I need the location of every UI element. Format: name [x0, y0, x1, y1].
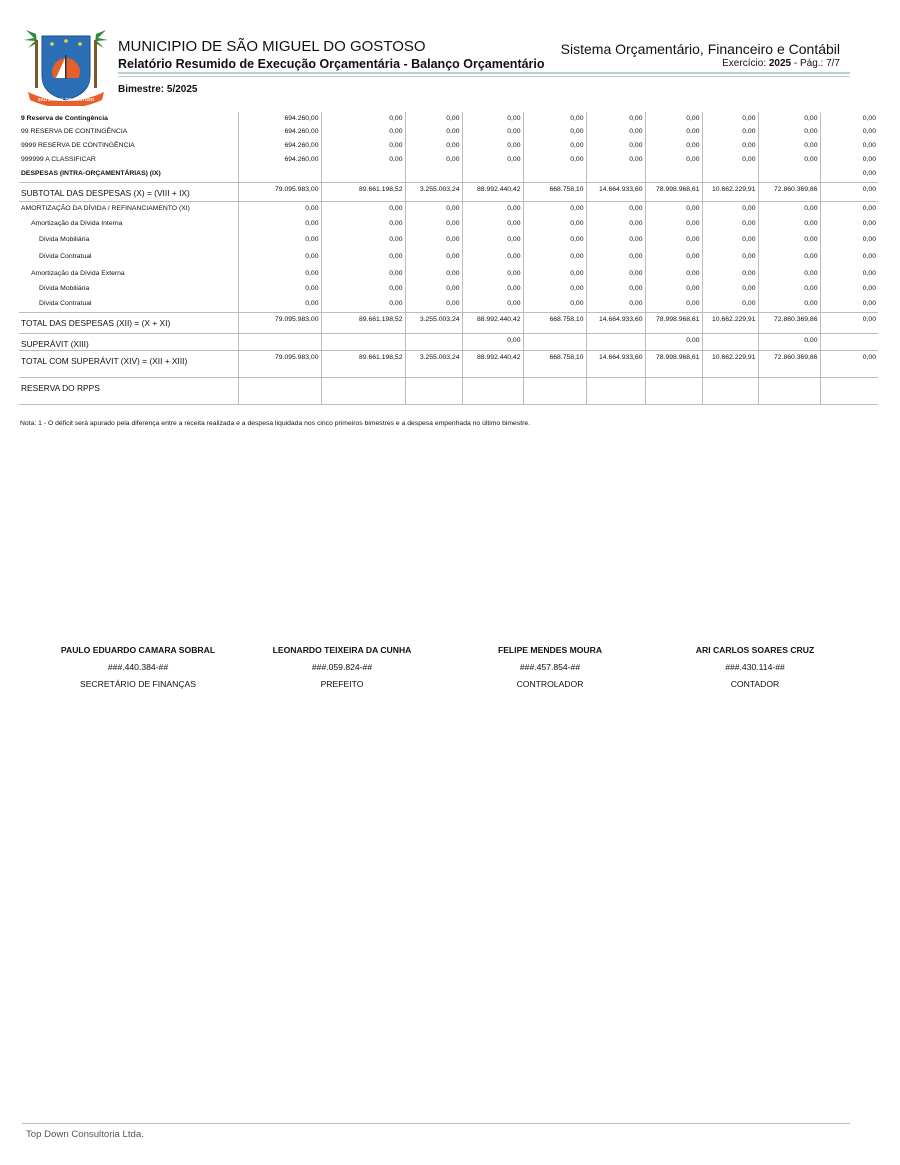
row-value: 0,00 — [820, 217, 878, 233]
row-value: 0,00 — [523, 282, 586, 297]
municipality-name: MUNICIPIO DE SÃO MIGUEL DO GOSTOSO — [118, 38, 426, 55]
row-value — [758, 167, 820, 182]
signatory-name: PAULO EDUARDO CAMARA SOBRAL — [60, 645, 216, 655]
logo-ribbon-text: SÃO MIGUEL DO GOSTOSO — [37, 97, 95, 102]
row-value: 0,00 — [523, 125, 586, 139]
signatory-document: ###.440.384-## — [107, 662, 169, 672]
row-value: 10.662.229,91 — [702, 350, 758, 377]
row-value: 0,00 — [645, 201, 702, 217]
row-value: 0,00 — [702, 267, 758, 282]
row-value: 0,00 — [702, 217, 758, 233]
signatory-name: FELIPE MENDES MOURA — [497, 645, 603, 655]
row-value: 668.758,10 — [523, 182, 586, 201]
row-value: 694.260,00 — [238, 139, 321, 153]
signature-block — [38, 642, 238, 693]
row-label: SUPERÁVIT (XIII) — [19, 333, 238, 350]
row-value: 0,00 — [820, 312, 878, 333]
row-value: 0,00 — [523, 201, 586, 217]
footer-divider — [22, 1123, 850, 1124]
table-row — [19, 182, 878, 201]
row-value: 0,00 — [405, 201, 462, 217]
table-row — [19, 350, 878, 377]
row-value: 3.255.003,24 — [405, 350, 462, 377]
row-value: 0,00 — [645, 217, 702, 233]
row-value: 0,00 — [321, 112, 405, 125]
row-value: 0,00 — [321, 153, 405, 167]
row-value: 668.758,10 — [523, 350, 586, 377]
row-value: 0,00 — [321, 201, 405, 217]
period-label: Bimestre: 5/2025 — [118, 84, 198, 95]
row-value: 0,00 — [238, 233, 321, 250]
row-value: 0,00 — [820, 139, 878, 153]
row-value: 0,00 — [758, 217, 820, 233]
row-value — [238, 377, 321, 404]
row-value: 0,00 — [321, 139, 405, 153]
row-value: 0,00 — [645, 112, 702, 125]
row-value: 0,00 — [462, 297, 523, 312]
table-row — [19, 153, 878, 167]
row-value — [702, 333, 758, 350]
table-row — [19, 312, 878, 333]
row-value: 79.095.983,00 — [238, 312, 321, 333]
row-value: 0,00 — [523, 112, 586, 125]
row-label: 999999 A CLASSIFICAR — [21, 156, 96, 163]
table-row — [19, 112, 878, 125]
row-value: 0,00 — [820, 250, 878, 267]
row-value: 0,00 — [586, 250, 645, 267]
row-value: 0,00 — [586, 125, 645, 139]
row-value: 0,00 — [523, 267, 586, 282]
row-value: 0,00 — [405, 125, 462, 139]
row-value: 0,00 — [820, 282, 878, 297]
row-value — [820, 333, 878, 350]
row-value: 0,00 — [462, 139, 523, 153]
row-value: 0,00 — [321, 217, 405, 233]
row-value: 0,00 — [820, 201, 878, 217]
table-row — [19, 250, 878, 267]
row-value: 0,00 — [586, 201, 645, 217]
table-row — [19, 167, 878, 182]
row-value: 0,00 — [586, 267, 645, 282]
row-value: 0,00 — [321, 250, 405, 267]
row-value: 668.758,10 — [523, 312, 586, 333]
row-value: 0,00 — [645, 250, 702, 267]
page-number: - Pág.: 7/7 — [793, 58, 840, 69]
row-value: 0,00 — [758, 125, 820, 139]
row-value: 0,00 — [702, 250, 758, 267]
row-value — [462, 167, 523, 182]
row-value: 0,00 — [523, 233, 586, 250]
row-value — [820, 377, 878, 404]
row-value: 0,00 — [702, 282, 758, 297]
row-value: 0,00 — [645, 233, 702, 250]
signature-block — [450, 642, 650, 693]
row-value: 14.664.933,60 — [586, 182, 645, 201]
row-value — [645, 167, 702, 182]
row-value — [321, 333, 405, 350]
row-value — [238, 167, 321, 182]
table-row — [19, 201, 878, 217]
row-label: Dívida Mobiliária — [39, 236, 90, 243]
row-value: 0,00 — [702, 153, 758, 167]
row-value: 0,00 — [758, 233, 820, 250]
report-title: Relatório Resumido de Execução Orçamentária - Balanço Orçamentário — [118, 57, 545, 71]
row-value: 0,00 — [523, 139, 586, 153]
row-value: 0,00 — [758, 153, 820, 167]
row-value: 0,00 — [238, 267, 321, 282]
row-value: 0,00 — [758, 282, 820, 297]
row-value — [321, 377, 405, 404]
row-value: 0,00 — [462, 267, 523, 282]
signatory-role: PREFEITO — [320, 679, 364, 689]
row-value: 78.998.968,61 — [645, 312, 702, 333]
header-divider — [118, 72, 850, 74]
row-value: 0,00 — [405, 139, 462, 153]
exercise-year: 2025 — [768, 58, 792, 69]
row-value: 0,00 — [405, 250, 462, 267]
row-value: 0,00 — [586, 233, 645, 250]
row-label: TOTAL COM SUPERÁVIT (XIV) = (XII + XIII) — [19, 350, 238, 377]
row-value: 0,00 — [586, 297, 645, 312]
row-value: 0,00 — [321, 125, 405, 139]
row-value — [586, 377, 645, 404]
row-value — [462, 377, 523, 404]
budget-execution-table — [19, 112, 878, 405]
row-value: 0,00 — [820, 267, 878, 282]
row-value: 14.664.933,60 — [586, 350, 645, 377]
row-value: 0,00 — [238, 217, 321, 233]
row-value: 0,00 — [586, 139, 645, 153]
signatory-role: SECRETÁRIO DE FINANÇAS — [79, 679, 197, 689]
row-value: 89.661.198,52 — [321, 312, 405, 333]
row-value: 0,00 — [758, 201, 820, 217]
row-value: 0,00 — [462, 282, 523, 297]
row-value: 0,00 — [758, 112, 820, 125]
row-value: 0,00 — [820, 167, 878, 182]
row-value: 0,00 — [523, 250, 586, 267]
row-value — [758, 377, 820, 404]
row-value: 0,00 — [405, 297, 462, 312]
row-value — [405, 377, 462, 404]
row-value: 0,00 — [820, 112, 878, 125]
row-label: Dívida Contratual — [39, 253, 92, 260]
row-value: 72.860.369,86 — [758, 312, 820, 333]
row-value: 0,00 — [702, 139, 758, 153]
row-value: 0,00 — [238, 250, 321, 267]
row-value: 72.860.369,86 — [758, 350, 820, 377]
row-value: 0,00 — [321, 282, 405, 297]
table-row — [19, 333, 878, 350]
row-value: 0,00 — [462, 333, 523, 350]
report-note: Nota: 1 - O déficit será apurado pela diferença entre a receita realizada e a despesa liquidada nos cinco primeiros bimestres e a despesa empenhada no último bimestre. — [20, 420, 531, 427]
row-value: 89.661.198,52 — [321, 350, 405, 377]
row-value: 79.095.983,00 — [238, 182, 321, 201]
row-label: Dívida Contratual — [39, 300, 92, 307]
row-value — [523, 377, 586, 404]
row-label: DESPESAS (INTRA-ORÇAMENTÁRIAS) (IX) — [21, 170, 161, 177]
table-row — [19, 267, 878, 282]
row-value — [238, 333, 321, 350]
table-row — [19, 233, 878, 250]
row-value: 0,00 — [586, 153, 645, 167]
row-value — [702, 167, 758, 182]
signature-block — [655, 642, 855, 693]
row-label: Amortização da Dívida Externa — [31, 270, 125, 277]
row-label: Dívida Mobiliária — [39, 285, 90, 292]
row-value: 0,00 — [645, 267, 702, 282]
table-row — [19, 297, 878, 312]
row-value: 0,00 — [462, 250, 523, 267]
header-divider-thin — [118, 76, 850, 77]
row-value: 14.664.933,60 — [586, 312, 645, 333]
row-value: 0,00 — [238, 282, 321, 297]
row-value: 0,00 — [462, 153, 523, 167]
row-value: 3.255.003,24 — [405, 312, 462, 333]
row-value: 79.095.983,00 — [238, 350, 321, 377]
row-value — [405, 167, 462, 182]
row-value: 0,00 — [758, 333, 820, 350]
row-value: 10.662.229,91 — [702, 312, 758, 333]
row-value: 78.998.968,61 — [645, 182, 702, 201]
exercise-info — [722, 58, 840, 69]
row-value: 0,00 — [820, 182, 878, 201]
row-value: 0,00 — [405, 217, 462, 233]
row-value: 0,00 — [586, 112, 645, 125]
row-value: 0,00 — [462, 125, 523, 139]
signatory-name: ARI CARLOS SOARES CRUZ — [695, 645, 815, 655]
row-value: 0,00 — [523, 153, 586, 167]
row-value: 0,00 — [321, 267, 405, 282]
row-value — [586, 167, 645, 182]
row-value: 0,00 — [238, 297, 321, 312]
row-value: 0,00 — [586, 282, 645, 297]
row-value: 0,00 — [523, 217, 586, 233]
row-value: 694.260,00 — [238, 112, 321, 125]
row-value: 0,00 — [645, 282, 702, 297]
row-value: 0,00 — [702, 233, 758, 250]
row-value: 0,00 — [462, 233, 523, 250]
row-value: 3.255.003,24 — [405, 182, 462, 201]
row-value: 0,00 — [758, 250, 820, 267]
signatory-name: LEONARDO TEIXEIRA DA CUNHA — [272, 645, 412, 655]
row-value — [523, 167, 586, 182]
row-value: 0,00 — [820, 350, 878, 377]
row-value: 0,00 — [462, 112, 523, 125]
footer-company: Top Down Consultoria Ltda. — [26, 1129, 144, 1140]
row-value: 0,00 — [758, 267, 820, 282]
row-value: 0,00 — [405, 267, 462, 282]
row-value: 10.662.229,91 — [702, 182, 758, 201]
row-value: 0,00 — [645, 153, 702, 167]
signatory-document: ###.430.114-## — [725, 662, 785, 672]
row-label: 9999 RESERVA DE CONTINGÊNCIA — [21, 142, 135, 149]
row-value: 0,00 — [462, 201, 523, 217]
signatory-role: CONTROLADOR — [516, 679, 584, 689]
row-value: 0,00 — [702, 112, 758, 125]
table-row — [19, 217, 878, 233]
row-label: Amortização da Dívida Interna — [31, 220, 123, 227]
row-value: 0,00 — [321, 297, 405, 312]
row-value: 72.860.369,86 — [758, 182, 820, 201]
row-label: SUBTOTAL DAS DESPESAS (X) = (VIII + IX) — [19, 182, 238, 201]
row-value: 0,00 — [405, 112, 462, 125]
row-value: 0,00 — [820, 297, 878, 312]
signatory-document: ###.059.824-## — [311, 662, 373, 672]
signatory-role: CONTADOR — [730, 679, 780, 689]
row-value: 0,00 — [405, 233, 462, 250]
row-value: 0,00 — [523, 297, 586, 312]
row-value: 694.260,00 — [238, 125, 321, 139]
row-value — [586, 333, 645, 350]
table-row — [19, 139, 878, 153]
row-value: 88.992.440,42 — [462, 312, 523, 333]
row-value: 0,00 — [321, 233, 405, 250]
row-value: 88.992.440,42 — [462, 182, 523, 201]
table-row — [19, 125, 878, 139]
municipal-coat-of-arms-logo — [22, 26, 110, 106]
row-value: 0,00 — [405, 153, 462, 167]
system-name: Sistema Orçamentário, Financeiro e Contábil — [560, 41, 840, 57]
row-value: 0,00 — [645, 297, 702, 312]
row-label: TOTAL DAS DESPESAS (XII) = (X + XI) — [19, 312, 238, 333]
row-value: 0,00 — [586, 217, 645, 233]
row-value: 0,00 — [405, 282, 462, 297]
row-value: 0,00 — [462, 217, 523, 233]
row-value: 0,00 — [758, 139, 820, 153]
exercise-label: Exercício: — [722, 58, 767, 69]
row-value: 88.992.440,42 — [462, 350, 523, 377]
row-value — [645, 377, 702, 404]
row-value: 0,00 — [758, 297, 820, 312]
row-value: 0,00 — [238, 201, 321, 217]
signature-block — [242, 642, 442, 693]
row-value: 0,00 — [820, 233, 878, 250]
row-value: 89.661.198,52 — [321, 182, 405, 201]
row-label: 9 Reserva de Contingência — [21, 115, 108, 122]
row-value: 78.998.968,61 — [645, 350, 702, 377]
table-row — [19, 282, 878, 297]
row-value: 0,00 — [645, 125, 702, 139]
table-row — [19, 377, 878, 404]
row-value: 0,00 — [702, 297, 758, 312]
row-value: 694.260,00 — [238, 153, 321, 167]
row-value — [702, 377, 758, 404]
row-value — [523, 333, 586, 350]
row-value: 0,00 — [645, 139, 702, 153]
row-value: 0,00 — [820, 153, 878, 167]
row-value — [321, 167, 405, 182]
row-value: 0,00 — [702, 125, 758, 139]
signatory-document: ###.457.854-## — [519, 662, 581, 672]
row-label: RESERVA DO RPPS — [19, 377, 238, 404]
row-label: 99 RESERVA DE CONTINGÊNCIA — [21, 128, 128, 135]
row-value: 0,00 — [645, 333, 702, 350]
row-value: 0,00 — [702, 201, 758, 217]
row-value: 0,00 — [820, 125, 878, 139]
row-value — [405, 333, 462, 350]
row-label: AMORTIZAÇÃO DA DÍVIDA / REFINANCIAMENTO (XI) — [19, 201, 238, 217]
